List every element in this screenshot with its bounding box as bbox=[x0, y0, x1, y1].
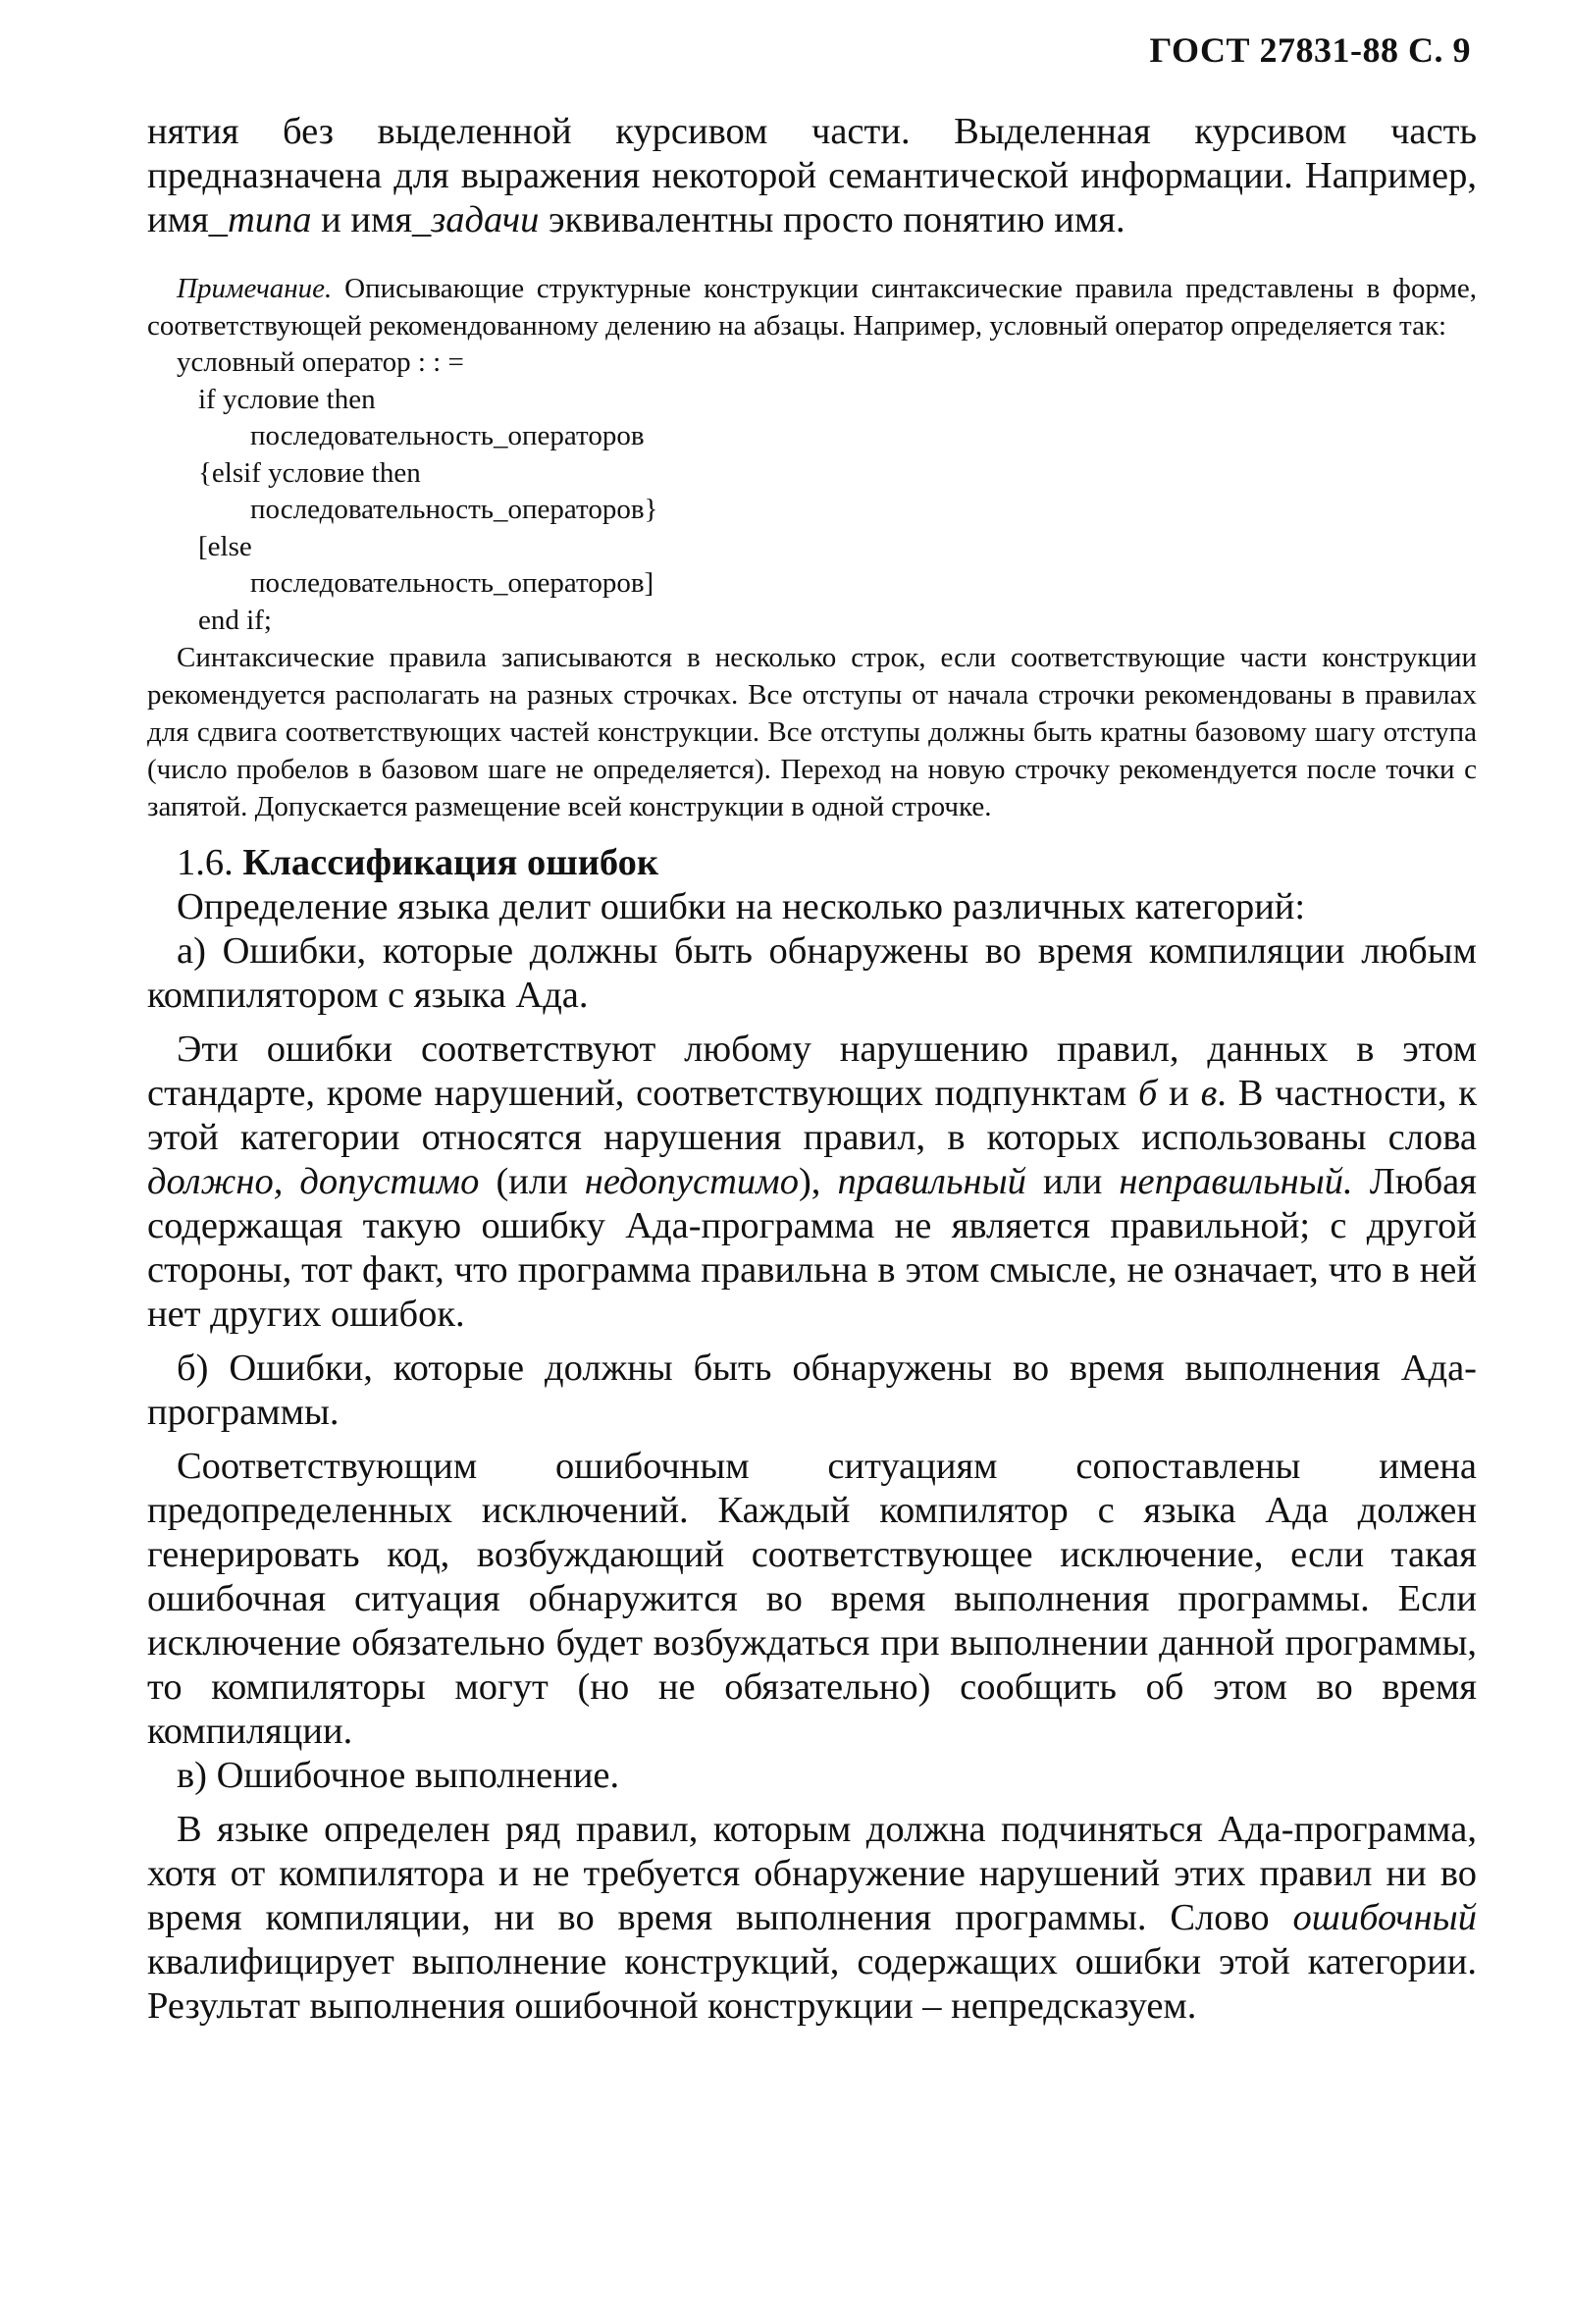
p3-text-c: и bbox=[1157, 1073, 1201, 1114]
intro-paragraph bbox=[147, 110, 1477, 242]
section-paragraph-2: а) Ошибки, которые должны быть обнаружены во время компиляции любым компилятором с языка Ада. bbox=[147, 930, 1477, 1016]
p3-italic-b: б bbox=[1138, 1073, 1158, 1114]
note-paragraph bbox=[147, 270, 1477, 344]
intro-text-3: эквивалентны просто понятию имя. bbox=[539, 199, 1125, 240]
section-paragraph-6: в) Ошибочное выполнение. bbox=[177, 1755, 620, 1796]
page-content bbox=[147, 110, 1477, 2029]
code-line: [else bbox=[198, 530, 252, 562]
p3-italic-j: правильный bbox=[837, 1161, 1026, 1202]
p3-text-a: Эти ошибки соответствуют любому нарушению правил, данных в этом стандарте, кроме нарушений, соответствующих подпунктам bbox=[147, 1029, 1477, 1114]
section-heading bbox=[147, 841, 1477, 885]
code-line: последовательность_операторов} bbox=[250, 494, 658, 525]
section-paragraph-7 bbox=[147, 1808, 1477, 2029]
section-paragraph-3 bbox=[147, 1028, 1477, 1337]
note-block bbox=[147, 270, 1477, 825]
p3-italic-f: должно, допустимо bbox=[147, 1161, 480, 1202]
p3-text-i: ), bbox=[798, 1161, 838, 1202]
p7-text-a: В языке определен ряд правил, которым должна подчиняться Ада-программа, хотя от компилятора и не требуется обнаружение нарушений этих правил ни во время компиляции, ни во время выполнения программы. Слово bbox=[147, 1809, 1477, 1938]
intro-text-2: и имя_ bbox=[311, 199, 432, 240]
code-line: if условие then bbox=[198, 383, 376, 415]
p7-text-c: квалифицирует выполнение конструкций, содержащих ошибки этой категории. Результат выполнения ошибочной конструкции – непредсказуем. bbox=[147, 1941, 1477, 2027]
page-header: ГОСТ 27831-88 С. 9 bbox=[1149, 30, 1471, 70]
p7-italic-b: ошибочный bbox=[1292, 1897, 1477, 1938]
note-after-paragraph: Синтаксические правила записываются в несколько строк, если соответствующие части конструкции рекомендуется располагать на разных строчках. Все отступы от начала строчки рекомендованы в правилах для сдвига соответствующих частей конструкции. Все отступы должны быть кратны базовому шагу отступа (число пробелов в базовом шаге не определяется). Переход на новую строчку рекомендуется после точки с запятой. Допускается размещение всей конструкции в одной строчке. bbox=[147, 642, 1477, 822]
intro-italic-2: задачи bbox=[431, 199, 540, 240]
p3-text-k: или bbox=[1025, 1161, 1120, 1202]
section-title: Классификация ошибок bbox=[242, 842, 659, 883]
code-line: end if; bbox=[198, 604, 272, 636]
note-label: Примечание. bbox=[177, 273, 333, 304]
code-line: последовательность_операторов bbox=[250, 420, 645, 451]
p3-italic-d: в bbox=[1200, 1073, 1218, 1114]
section-paragraph-4: б) Ошибки, которые должны быть обнаружены во время выполнения Ада-программы. bbox=[147, 1347, 1477, 1433]
p3-text-e: . В частности, к этой категории относятся нарушения правил, в которых использованы слова bbox=[147, 1073, 1477, 1158]
intro-text-prefix: имя_ bbox=[147, 199, 228, 240]
note-text: Описывающие структурные конструкции синтаксические правила представлены в форме, соответствующей рекомендованному делению на абзацы. Например, условный оператор определяется так: bbox=[147, 273, 1477, 342]
p3-italic-l: неправильный. bbox=[1119, 1161, 1353, 1202]
section-number: 1.6. bbox=[177, 842, 234, 883]
intro-italic-1: типа bbox=[227, 199, 312, 240]
section-paragraph-1: Определение языка делит ошибки на несколько различных категорий: bbox=[177, 886, 1306, 927]
p3-text-g: (или bbox=[479, 1161, 585, 1202]
p3-text-m: Любая содержащая такую ошибку Ада-программа не является правильной; с другой стороны, тот факт, что программа правильна в этом смысле, не означает, что в ней нет других ошибок. bbox=[147, 1161, 1477, 1335]
code-line: {elsif условие then bbox=[198, 456, 421, 489]
code-line: условный оператор : : = bbox=[177, 346, 464, 378]
section-paragraph-5: Соответствующим ошибочным ситуациям сопоставлены имена предопределенных исключений. Каждый компилятор с языка Ада должен генерировать код, возбуждающий соответствующее исключение, если такая ошибочная ситуация обнаружится во время выполнения программы. Если исключение обязательно будет возбуждаться при выполнении данной программы, то компиляторы могут (но не обязательно) сообщить об этом во время компиляции. bbox=[147, 1446, 1477, 1752]
code-line: последовательность_операторов] bbox=[250, 567, 654, 599]
code-example bbox=[147, 344, 1477, 639]
intro-text-1: нятия без выделенной курсивом части. Выделенная курсивом часть предназначена для выражения некоторой семантической информации. Например, bbox=[147, 111, 1477, 196]
p3-italic-h: недопустимо bbox=[584, 1161, 799, 1202]
